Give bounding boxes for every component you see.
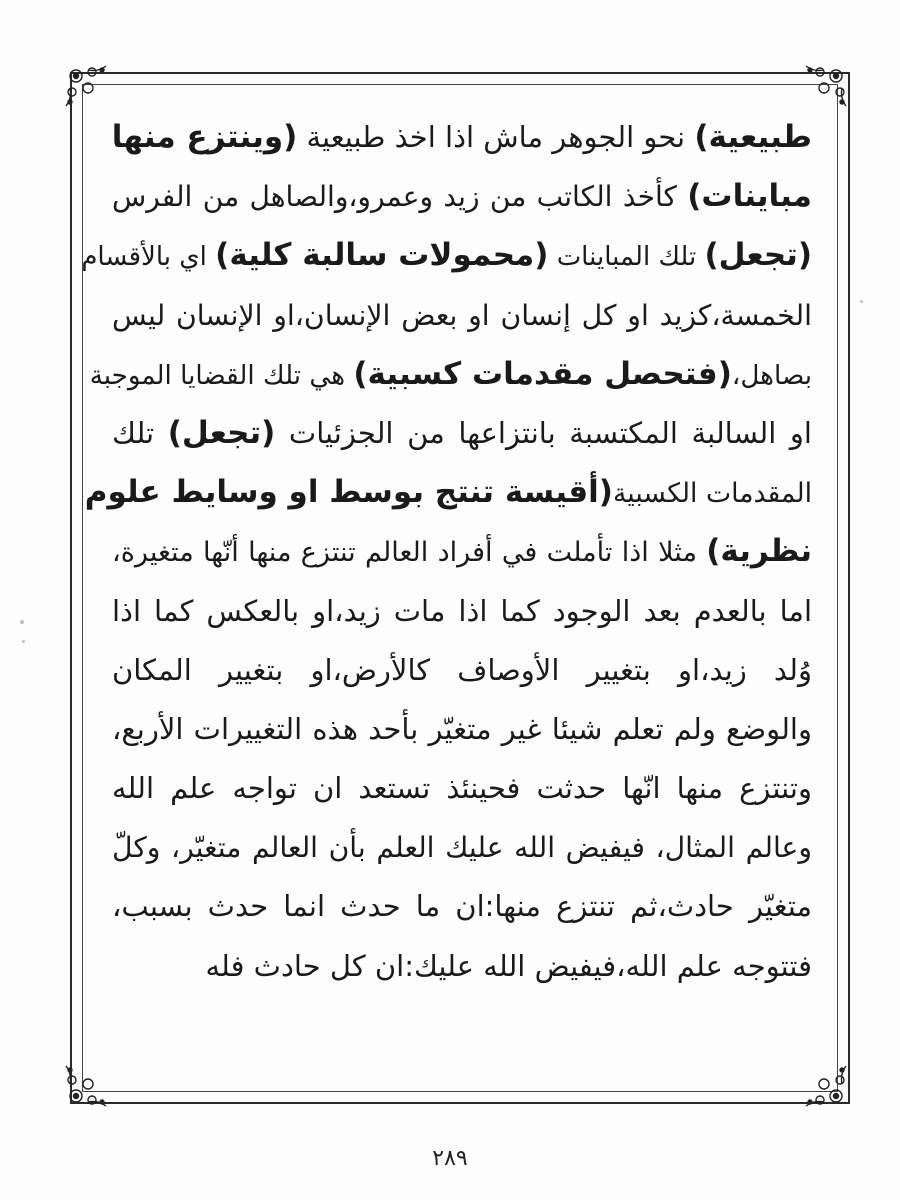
text-line: [112, 286, 812, 345]
text-segment: اما بالعدم بعد الوجود كما اذا مات زيد،او بالعكس كما اذا: [112, 593, 812, 628]
text-line: [84, 463, 812, 522]
text-line: [112, 582, 812, 641]
text-segment: هي تلك القضايا الموجبة: [89, 360, 354, 391]
text-segment: فتتوجه علم الله،فيفيض الله عليك:ان كل حادث فله: [205, 948, 812, 983]
scan-speck: [20, 620, 24, 624]
text-segment: متغيّر حادث،ثم تنتزع منها:ان ما حدث انما حدث بسبب،: [112, 889, 812, 924]
text-line: [112, 818, 812, 877]
text-line: [112, 759, 812, 818]
text-line: [112, 700, 812, 759]
text-segment: مثلا اذا تأملت في أفراد العالم تنتزع منها أنّها متغيرة،: [112, 537, 707, 569]
body-text: [81, 108, 812, 996]
text-segment: نحو الجوهر ماش اذا اخذ طبيعية: [297, 120, 695, 154]
text-line: [112, 108, 812, 167]
text-segment: وُلد زيد،او بتغيير الأوصاف كالأرض،او بتغيير المكان: [112, 652, 812, 687]
bold-text-segment: (وينتزع منها: [111, 119, 298, 155]
text-line: [112, 641, 812, 700]
text-line: [112, 877, 812, 936]
text-line: [81, 226, 812, 285]
text-segment: تلك المباينات: [548, 242, 705, 273]
bold-text-segment: (أقيسة تنتج بوسط او وسايط علوم: [84, 474, 613, 511]
text-segment: او السالبة المكتسبة بانتزاعها من الجزئيات: [275, 415, 812, 450]
bold-text-segment: مباينات): [687, 178, 812, 215]
text-segment: بصاهل،: [731, 360, 812, 391]
bold-text-segment: نظرية): [706, 533, 812, 570]
text-segment: الخمسة،كزيد او كل إنسان او بعض الإنسان،او الإنسان ليس: [112, 298, 812, 332]
corner-ornament-icon: [792, 1052, 850, 1110]
text-line: [112, 522, 812, 581]
page-number: ٢٨٩: [432, 1146, 468, 1171]
text-segment: والوضع ولم تعلم شيئا غير متغيّر بأحد هذه التغييرات الأربع،: [112, 711, 812, 746]
text-segment: وتنتزع منها انّها حدثت فحينئذ تستعد ان تواجه علم الله: [112, 771, 812, 806]
text-segment: اي بالأقسام: [81, 242, 216, 273]
bold-text-segment: (تجعل): [167, 414, 276, 451]
text-segment: تلك: [112, 415, 168, 450]
text-line: [112, 167, 812, 226]
text-segment: كأخذ الكاتب من زيد وعمرو،والصاهل من الفرس: [112, 180, 688, 214]
text-line: [112, 937, 812, 996]
corner-ornament-icon: [62, 1052, 120, 1110]
text-line: [112, 404, 812, 463]
text-segment: المقدمات الكسبية: [612, 478, 812, 510]
text-segment: وعالم المثال، فيفيض الله عليك العلم بأن العالم متغيّر، وكلّ: [112, 831, 812, 865]
bold-text-segment: (تجعل): [704, 237, 812, 274]
scan-speck: [860, 300, 863, 303]
bold-text-segment: طبيعية): [694, 119, 812, 155]
bold-text-segment: (محمولات سالبة كلية): [215, 237, 549, 274]
bold-text-segment: (فتحصل مقدمات كسبية): [353, 355, 732, 392]
text-line: [89, 345, 812, 404]
scan-speck: [22, 640, 25, 643]
